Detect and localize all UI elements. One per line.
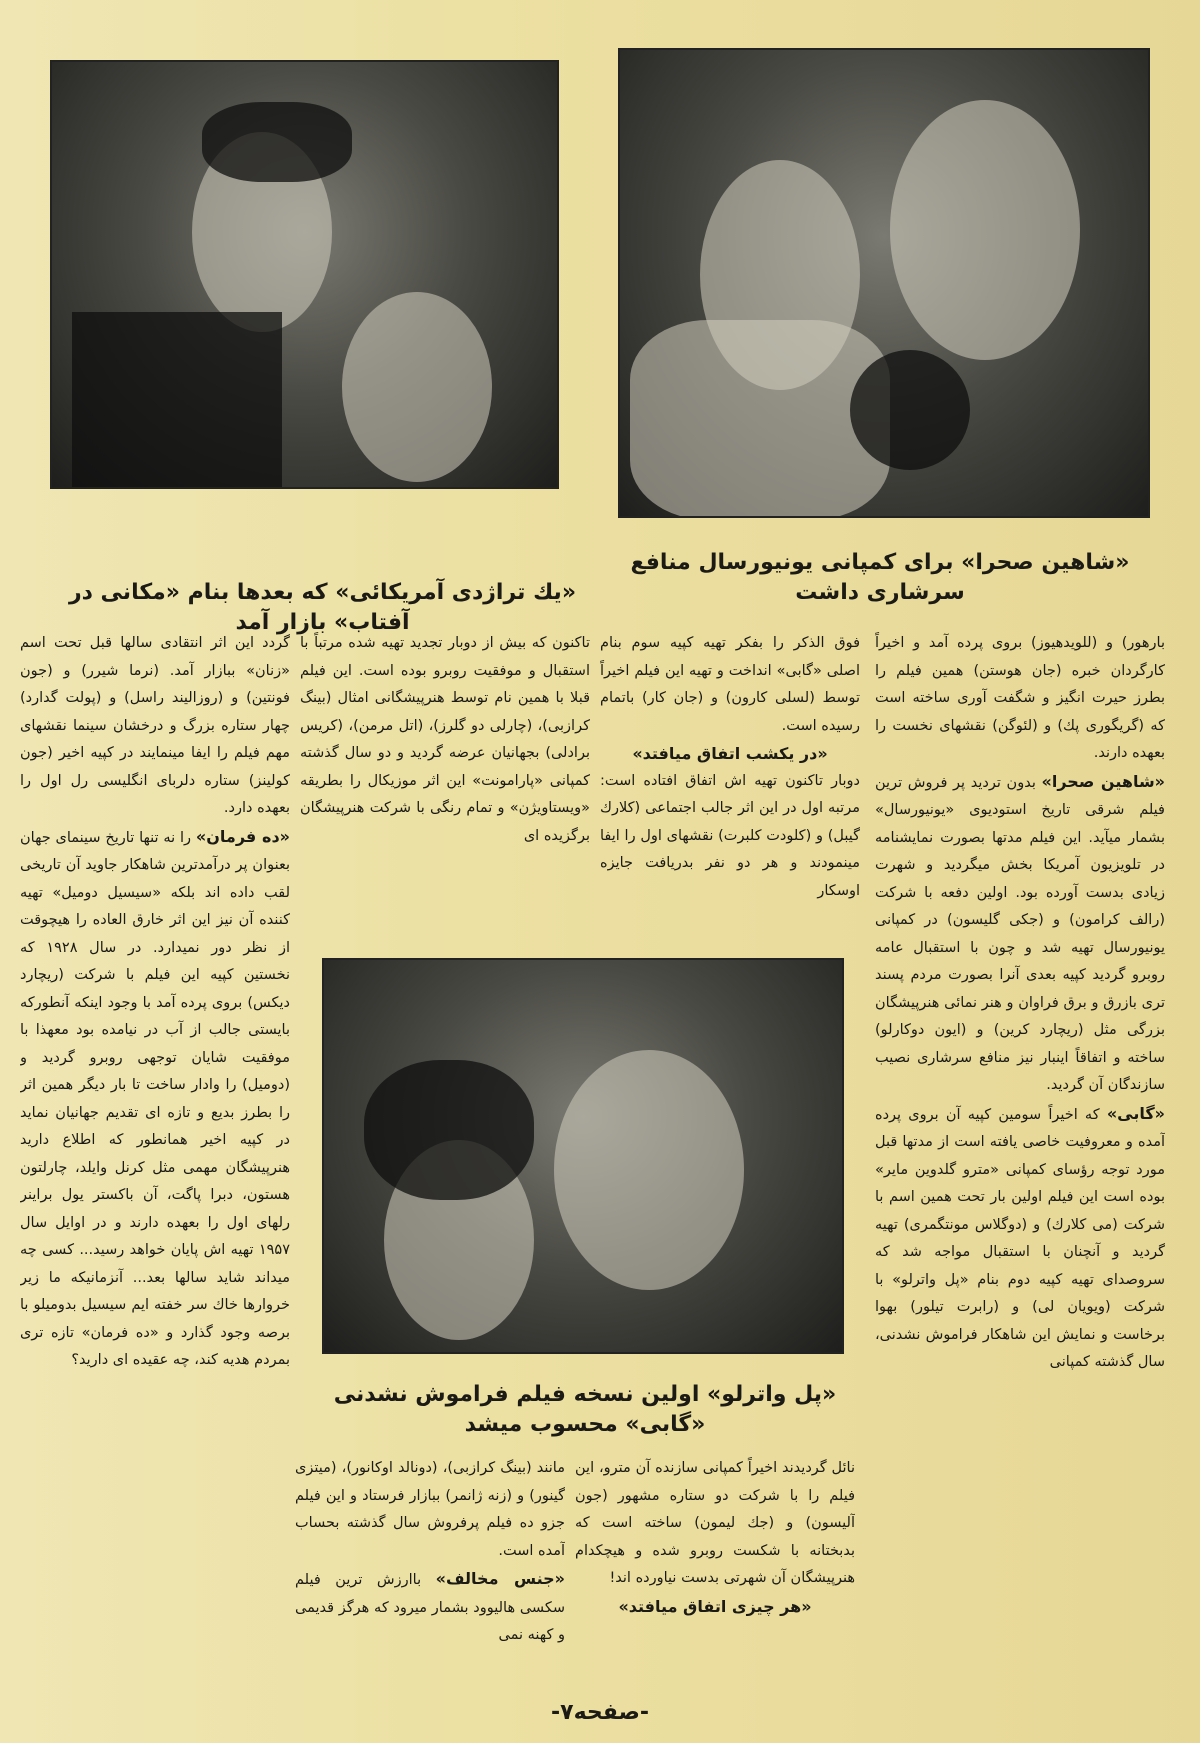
column-mid-right-text-2: دوبار تاكنون تهیه اش اتفاق افتاده است: مرتبه اول در این اثر جالب اجتماعی (كلارك گیبل) و (كلودت كلبرت) نقشهای اول را ایفا مینمودند و هر دو نفر بدریافت جایزه اوسكار (600, 772, 860, 899)
column-right-subheading-1: «شاهین صحرا» (1041, 771, 1165, 791)
column-bottom-left-text-2: باارزش ترین فیلم سكسی هالیوود بشمار میرود كه هرگز قدیمی و كهنه نمی (295, 1572, 565, 1643)
page-number: -صفحه۷- (551, 1700, 649, 1725)
column-right-subheading-2: «گابی» (1106, 1103, 1165, 1123)
column-bottom-right-subheading: «هر چیزی اتفاق میافتد» (618, 1596, 812, 1616)
column-left-text-2: را نه تنها تاریخ سینمای جهان بعنوان پر درآمدترین شاهكار جاوید آن تاریخی لقب داده اند بلكه «سیسیل دومیل» تهیه كننده آن نیز این اثر خارق العاده را هیچوقت از نظر دور نمیدارد. در سال ۱۹۲۸ كه نخستین كپیه این فیلم با شركت (ریچارد دیكس) بروی پرده آمد با وجود اینكه آنطوركه بایستی جالب از آب در نیامده بود معهذا با موفقیت شایان توجهی روبرو گردید و (دومیل) را وادار ساخت تا بار دیگر همین اثر را بطرز بدیع و تازه ای تقدیم جهانیان نماید در كپیه اخیر همانطور كه اطلاع دارید هنرپیشگان مهمی مثل كرنل وایلد، چارلتون هستون، دبرا پاگت، آن باكستر یول براینر رلهای اول را بعهده دارند و در اوایل سال ۱۹۵۷ تهیه اش پایان خواهد رسید... كسی چه میداند شاید سالها بعد... آنزمانیكه ما زیر خروارها خاك سر خفته ایم سیسیل بدومیلو با برصه وجود گذارد و «ده فرمان» تازه تری بمردم هدیه كند، چه عقیده ای دارید؟ (20, 829, 290, 1368)
column-left (20, 630, 290, 1690)
photo-couple (50, 60, 559, 489)
heading-american-tragedy: «یك تراژدی آمریكائی» كه بعدها بنام «مكانی در آفتاب» بازار آمد (68, 580, 577, 635)
column-bottom-left (295, 1455, 565, 1695)
column-right-text-3: كه اخیراً سومین كپیه آن بروی پرده آمده و معروفیت خاصی یافته است از مدتها قبل مورد توجه رؤسای كمپانی «مترو گلدوین مایر» بوده است این فیلم اولین بار تحت همین اسم با شركت (می كلارك) و (دوگلاس مونتگمری) تهیه گردید و آنچنان با استقبال مواجه شد كه سروصدای تهیه كپیه دوم بنام «پل واترلو» با شركت (ویویان لی) و (رابرت تیلور) بهوا برخاست و نمایش این شاهكار فراموش نشدنی، سال گذشته كمپانی (875, 1106, 1165, 1370)
column-right-text-1: بارهور) و (للویدهیوز) بروی پرده آمد و اخیراً كارگردان خبره (جان هوستن) همین فیلم را بطرز حیرت انگیز و شگفت آوری ساخته است كه (گریگوری پك) و (لئوگن) نقشهای نخست را بعهده دارند. (875, 635, 1165, 761)
heading-desert-hawk: «شاهین صحرا» برای کمپانی یونیورسال منافع سرشاری داشت (630, 550, 1130, 605)
column-left-subheading: «ده فرمان» (195, 826, 290, 846)
column-mid-right (600, 630, 860, 930)
photo-waterloo-bridge (322, 958, 844, 1354)
column-mid-left-text: تاكنون كه بیش از دوبار تجدید تهیه شده مرتباً با استقبال و موفقیت روبرو بوده است. این فیلم قبلا با همین نام توسط هنرپیشگانی امثال (بینگ كرازبی)، (چارلی دو گلرز)، (اتل مرمن)، (كریس برادلی) بجهانیان عرضه گردید و دو سال گذشته كمپانی «پارامونت» این اثر موزیكال را بطریقه «ویستاویژن» و تمام رنگی با شركت هنرپیشگان برگزیده ای (300, 635, 590, 844)
photo-desert-hawk (618, 48, 1150, 518)
column-mid-right-text-1: فوق الذكر را بفكر تهیه كپیه سوم بنام اصلی «گابی» انداخت و تهیه این فیلم اخیراً توسط (لسلی كارون) و (جان كار) باتمام رسیده است. (600, 635, 860, 734)
column-left-text-1: گردد این اثر انتقادی سالها قبل تحت اسم «زنان» ببازار آمد. (نرما شیرر) و (جون فونتین) و (روزالیند راسل) و (پولت گدارد) چهار ستاره بزرگ و درخشان سینما نقشهای مهم فیلم را ایفا مینمایند در كپیه اخیر (جون كولینز) ستاره دلربای انگلیسی رل اول را بعهده دارد. (20, 635, 290, 816)
column-bottom-right-text: نائل گردیدند اخیراً كمپانی سازنده آن مترو، این فیلم را با شركت دو ستاره مشهور (جون آلیسون) و (جك لیمون) ساخته است كه بدبختانه با شكست روبرو شده و هیچكدام هنرپیشگان آن شهرتی بدست نیاورده اند! (575, 1460, 855, 1586)
column-bottom-right (575, 1455, 855, 1695)
column-mid-left (300, 630, 590, 930)
column-bottom-left-subheading: «جنس مخالف» (435, 1569, 565, 1588)
column-mid-right-subheading: «در یكشب اتفاق میافتد» (632, 744, 828, 763)
column-right (875, 630, 1165, 1690)
column-right-text-2: بدون تردید پر فروش ترین فیلم شرقی تاریخ استودیوی «یونیورسال» بشمار میآید. این فیلم مدتها بصورت نمایشنامه در تلویزیون آمریكا بخش میگردید و شهرت زیادی بدست آورده بود. اولین دفعه با شركت (رالف كرامون) و (جكی گلیسون) در كمپانی یونیورسال تهیه شد و چون با استقبال عامه روبرو گردید كپیه بعدی آنرا بصورت مردم پسند تری بازرق و برق فراوان و هنر نمائی هنرپیشگان بزرگی مثل (ریچارد كرین) و (ایون دوكارلو) ساخته و اتفاقاً اینبار نیز منافع سرشاری نصیب سازندگان آن گردید. (875, 774, 1165, 1093)
column-bottom-left-text: مانند (بینگ كرازبی)، (دونالد اوكانور)، (میتزی گینور) و (زنه ژانمر) ببازار فرستاد و این فیلم جزو ده فیلم پرفروش سال گذشته بحساب آمده است. (295, 1460, 565, 1559)
heading-waterloo-bridge: «پل واترلو» اولین نسخه فیلم فراموش نشدنی «گابی» محسوب میشد (333, 1382, 837, 1437)
